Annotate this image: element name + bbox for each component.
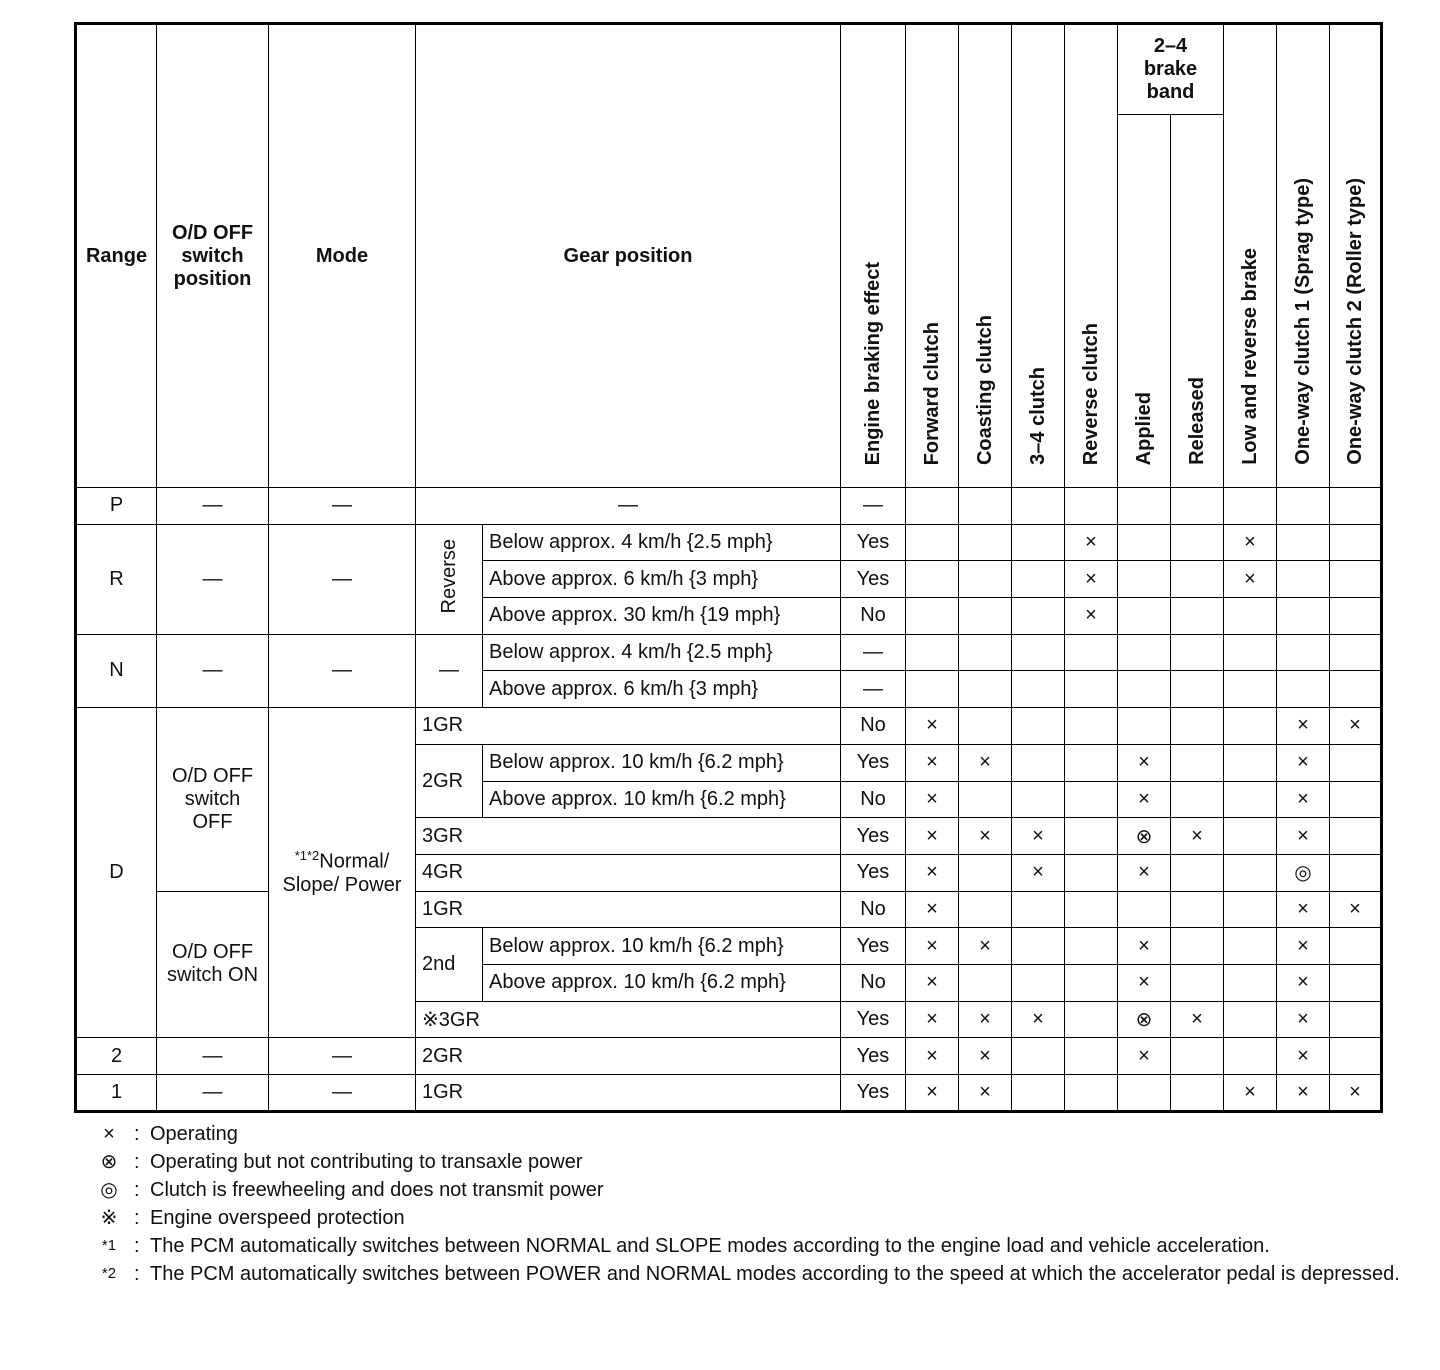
operating-mark: × [1330, 891, 1382, 928]
operating-mark: × [959, 744, 1012, 781]
gear-cell: 1GR [416, 1075, 841, 1112]
operating-mark: × [1118, 928, 1171, 965]
range-cell: D [76, 708, 157, 1038]
mode-cell: — [269, 1038, 416, 1075]
header-od-switch: O/D OFF switch position [157, 24, 269, 488]
engine-braking-cell: No [841, 891, 906, 928]
operating-mark: × [959, 818, 1012, 855]
operating-mark: × [1330, 1075, 1382, 1112]
range-cell: N [76, 634, 157, 707]
header-gear-position: Gear position [416, 24, 841, 488]
operating-mark: × [906, 928, 959, 965]
range-cell: P [76, 488, 157, 525]
od-cell: — [157, 634, 269, 707]
speed-cell: Above approx. 10 km/h {6.2 mph} [483, 964, 841, 1001]
header-one-way-clutch-1: One-way clutch 1 (Sprag type) [1277, 24, 1330, 488]
operating-mark: × [1330, 708, 1382, 745]
header-mode: Mode [269, 24, 416, 488]
engine-braking-cell: Yes [841, 744, 906, 781]
operating-mark: × [1118, 854, 1171, 891]
operating-mark: × [1118, 964, 1171, 1001]
gear-cell: — [416, 488, 841, 525]
mode-text: Normal/ Slope/ Power [282, 851, 402, 897]
legend [84, 1120, 1414, 1288]
operating-mark: × [906, 818, 959, 855]
engine-braking-cell: Yes [841, 1075, 906, 1112]
legend-note1-text: The PCM automatically switches between NORMAL and SLOPE modes according to the engine load and vehicle acceleration. [150, 1235, 1270, 1257]
operating-mark: × [906, 1038, 959, 1075]
operating-mark: × [959, 1075, 1012, 1112]
operating-mark: × [1224, 1075, 1277, 1112]
legend-freewheel-symbol: ◎ [100, 1179, 118, 1201]
legend-row: ※ : Engine overspeed protection [84, 1204, 1414, 1232]
engine-braking-cell: Yes [841, 854, 906, 891]
range-cell: 1 [76, 1075, 157, 1112]
engine-braking-cell: Yes [841, 561, 906, 598]
speed-cell: Above approx. 30 km/h {19 mph} [483, 598, 841, 635]
header-reverse-clutch: Reverse clutch [1065, 24, 1118, 488]
gear-reverse-cell: Reverse [416, 524, 483, 634]
legend-row: × : Operating [84, 1120, 1414, 1148]
table-row [76, 1038, 1382, 1075]
engine-braking-cell: Yes [841, 818, 906, 855]
operating-mark: × [1277, 964, 1330, 1001]
operating-mark: × [1224, 524, 1277, 561]
header-one-way-clutch-2: One-way clutch 2 (Roller type) [1330, 24, 1382, 488]
operating-mark: × [1277, 1038, 1330, 1075]
operating-mark: × [1012, 818, 1065, 855]
operating-mark: × [906, 1075, 959, 1112]
od-cell: O/D OFF switch ON [157, 891, 269, 1038]
engine-braking-cell: No [841, 598, 906, 635]
legend-overspeed-symbol: ※ [100, 1207, 118, 1229]
legend-operating-text: Operating [150, 1123, 238, 1145]
mode-cell [269, 708, 416, 1038]
legend-not-contributing-symbol: ⊗ [100, 1151, 118, 1173]
legend-operating-symbol: × [103, 1123, 115, 1145]
operating-mark: × [906, 891, 959, 928]
footnote-marks: *1*2 [294, 848, 320, 864]
od-cell: — [157, 1075, 269, 1112]
speed-cell: Above approx. 10 km/h {6.2 mph} [483, 781, 841, 818]
legend-not-contributing-text: Operating but not contributing to transaxle power [150, 1151, 583, 1173]
gear-cell: 2GR [416, 744, 483, 817]
engine-braking-cell: — [841, 488, 906, 525]
speed-cell: Below approx. 4 km/h {2.5 mph} [483, 524, 841, 561]
table-row [76, 634, 1382, 671]
legend-row: ◎ : Clutch is freewheeling and does not transmit power [84, 1176, 1414, 1204]
operating-mark: × [1277, 1075, 1330, 1112]
operating-mark: × [906, 1001, 959, 1038]
operating-mark: × [1065, 524, 1118, 561]
operating-mark: × [1065, 561, 1118, 598]
gear-cell: — [416, 634, 483, 707]
gear-cell: 1GR [416, 708, 841, 745]
legend-row: ⊗ : Operating but not contributing to transaxle power [84, 1148, 1414, 1176]
speed-cell: Below approx. 10 km/h {6.2 mph} [483, 744, 841, 781]
table-row [76, 524, 1382, 561]
od-cell: — [157, 1038, 269, 1075]
engine-braking-cell: Yes [841, 928, 906, 965]
operating-mark: × [1118, 1038, 1171, 1075]
header-brake-band: 2–4 brake band [1118, 24, 1224, 115]
legend-note1-mark: *1 [101, 1237, 117, 1254]
header-band-released: Released [1171, 115, 1224, 488]
operating-not-contributing-mark: ⊗ [1118, 1001, 1171, 1038]
engine-braking-cell: No [841, 964, 906, 1001]
engine-braking-cell: No [841, 781, 906, 818]
table-row [76, 1075, 1382, 1112]
speed-cell: Above approx. 6 km/h {3 mph} [483, 671, 841, 708]
operating-mark: × [1012, 1001, 1065, 1038]
freewheeling-mark: ◎ [1277, 854, 1330, 891]
header-low-reverse-brake: Low and reverse brake [1224, 24, 1277, 488]
engine-braking-cell: — [841, 671, 906, 708]
table-row [76, 708, 1382, 745]
operating-mark: × [1012, 854, 1065, 891]
gear-cell: 4GR [416, 854, 841, 891]
operating-mark: × [906, 854, 959, 891]
engine-braking-cell: Yes [841, 1001, 906, 1038]
operating-mark: × [1277, 781, 1330, 818]
od-cell: O/D OFF switch OFF [157, 708, 269, 891]
table-row [76, 488, 1382, 525]
legend-row: *2 : The PCM automatically switches between POWER and NORMAL modes according to the speed at which the accelerator pedal is depressed. [84, 1260, 1414, 1288]
engine-braking-cell: — [841, 634, 906, 671]
operating-mark: × [906, 781, 959, 818]
header-band-applied: Applied [1118, 115, 1171, 488]
gear-cell: 3GR [416, 818, 841, 855]
operating-mark: × [1065, 598, 1118, 635]
operating-mark: × [959, 928, 1012, 965]
operating-mark: × [1277, 1001, 1330, 1038]
engine-braking-cell: Yes [841, 1038, 906, 1075]
range-cell: 2 [76, 1038, 157, 1075]
legend-row: *1 : The PCM automatically switches between NORMAL and SLOPE modes according to the engine load and vehicle acceleration. [84, 1232, 1414, 1260]
engine-braking-cell: Yes [841, 524, 906, 561]
range-cell: R [76, 524, 157, 634]
operating-mark: × [1277, 891, 1330, 928]
header-forward-clutch: Forward clutch [906, 24, 959, 488]
mode-cell: — [269, 488, 416, 525]
header-engine-braking: Engine braking effect [841, 24, 906, 488]
operating-mark: × [1277, 708, 1330, 745]
operating-mark: × [959, 1001, 1012, 1038]
legend-freewheel-text: Clutch is freewheeling and does not transmit power [150, 1179, 604, 1201]
od-cell: — [157, 488, 269, 525]
operating-mark: × [1277, 818, 1330, 855]
operating-mark: × [1277, 928, 1330, 965]
legend-note2-text: The PCM automatically switches between POWER and NORMAL modes according to the speed at which the accelerator pedal is depressed. [150, 1263, 1400, 1285]
engine-braking-cell: No [841, 708, 906, 745]
gear-cell: ※3GR [416, 1001, 841, 1038]
speed-cell: Below approx. 10 km/h {6.2 mph} [483, 928, 841, 965]
operating-mark: × [1118, 781, 1171, 818]
od-cell: — [157, 524, 269, 634]
operating-mark: × [1224, 561, 1277, 598]
operating-not-contributing-mark: ⊗ [1118, 818, 1171, 855]
operating-mark: × [1171, 818, 1224, 855]
speed-cell: Above approx. 6 km/h {3 mph} [483, 561, 841, 598]
operating-mark: × [1118, 744, 1171, 781]
operating-mark: × [906, 964, 959, 1001]
mode-cell: — [269, 524, 416, 634]
header-coasting-clutch: Coasting clutch [959, 24, 1012, 488]
gear-cell: 2GR [416, 1038, 841, 1075]
legend-overspeed-text: Engine overspeed protection [150, 1207, 405, 1229]
speed-cell: Below approx. 4 km/h {2.5 mph} [483, 634, 841, 671]
operation-table [74, 22, 1383, 1113]
gear-cell: 1GR [416, 891, 841, 928]
mode-cell: — [269, 634, 416, 707]
operating-mark: × [959, 1038, 1012, 1075]
header-range: Range [76, 24, 157, 488]
operating-mark: × [1171, 1001, 1224, 1038]
operating-mark: × [1277, 744, 1330, 781]
legend-note2-mark: *2 [101, 1265, 117, 1282]
operating-mark: × [906, 744, 959, 781]
header-34-clutch: 3–4 clutch [1012, 24, 1065, 488]
gear-cell: 2nd [416, 928, 483, 1001]
mode-cell: — [269, 1075, 416, 1112]
operating-mark: × [906, 708, 959, 745]
